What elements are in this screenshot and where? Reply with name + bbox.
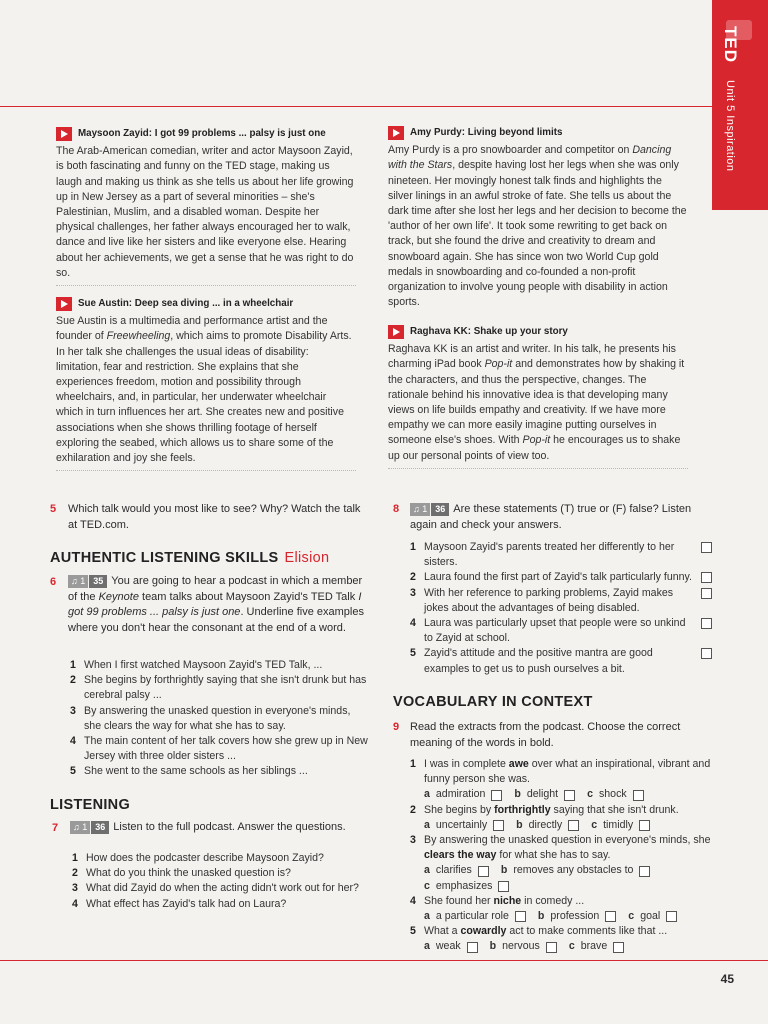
true-false-checkbox[interactable] [701, 618, 712, 629]
answer-checkbox[interactable] [605, 911, 616, 922]
answer-options: a clarifies b removes any obstacles to [424, 863, 720, 878]
answer-checkbox[interactable] [613, 942, 624, 953]
exercise-7-instruction: ♫ 1 36 Listen to the full podcast. Answer the questions. [70, 820, 350, 836]
exercise-9-instruction: Read the extracts from the podcast. Choose the correct meaning of the words in bold. [410, 721, 681, 749]
unit-label: Unit 5 Inspiration [724, 80, 736, 172]
ted-brand: TED [721, 26, 740, 63]
answer-checkbox[interactable] [546, 942, 557, 953]
answer-checkbox[interactable] [478, 866, 489, 877]
talk-body: Sue Austin is a multimedia and performance artist and the founder of Freewheeling, which aims to promote Disability Arts. In her talk she challenges the usual ideas of disability: limitation, fear and restriction. She explains that she experiences freedom, motion and possibility through wheelchairs, and, in particular, her underwater wheelchair which in turn influences her art. She creates new and positive associations when she shows thrilling footage of herself exploring the seabed, which allows us to share some of the exhilaration and joy she feels. [56, 315, 352, 465]
cd-icon: ♫ 1 [70, 821, 90, 834]
list-item: 3 By answering the unasked question in everyone's minds, she clears the way for what she has to say. a clarifies b removes any obstacles to c emphasizes [410, 833, 720, 894]
cd-icon: ♫ 1 [68, 575, 88, 588]
talk-amy-purdy [388, 125, 688, 310]
list-item: 4 The main content of her talk covers how she grew up in New Jersey with three older sisters ... [70, 735, 368, 763]
true-false-checkbox[interactable] [701, 542, 712, 553]
answer-checkbox[interactable] [491, 790, 502, 801]
answer-checkbox[interactable] [639, 866, 650, 877]
list-item: 2 Laura found the first part of Zayid's talk particularly funny. [410, 570, 712, 585]
list-item: 3 With her reference to parking problems, Zayid makes jokes about the advantages of being disabled. [410, 586, 712, 616]
list-item: 5 She went to the same schools as her siblings ... [70, 765, 308, 778]
list-item: 3 What did Zayid do when the acting didn't work out for her? [72, 882, 359, 895]
bottom-rule [0, 960, 768, 961]
talk-body: Raghava KK is an artist and writer. In his talk, he presents his charming iPad book Pop-it and demonstrates how by shaking it the characters, and thus the perspective, changes. The rationale behind his innovative idea is that developing many views on life builds empathy and creativity. If we have more empathy we can more easily imagine putting ourselves in someone else's shoes. With Pop-it he encourages us to shake up our personal points of view too. [388, 343, 685, 462]
talk-title: Amy Purdy: Living beyond limits [410, 127, 563, 138]
exercise-6-list [70, 658, 370, 780]
true-false-checkbox[interactable] [701, 572, 712, 583]
answer-checkbox[interactable] [564, 790, 575, 801]
exercise-6-instruction: ♫ 1 35 You are going to hear a podcast in which a member of the Keynote team talks about Maysoon Zayid's TED Talk I got 99 problems ... palsy is just one. Underline five examples where you don't hear the consonant at the end of a word. [68, 575, 364, 634]
talk-raghava [388, 324, 688, 469]
true-false-checkbox[interactable] [701, 588, 712, 599]
section-heading-vocabulary: VOCABULARY IN CONTEXT [393, 694, 593, 710]
exercise-5-instruction: Which talk would you most like to see? Why? Watch the talk at TED.com. [68, 503, 361, 531]
play-icon [388, 325, 404, 339]
exercise-number: 5 [50, 503, 57, 515]
top-rule [0, 106, 712, 107]
play-icon [388, 126, 404, 140]
talk-sue-austin [56, 296, 356, 471]
answer-checkbox[interactable] [666, 911, 677, 922]
section-heading-authentic-listening: AUTHENTIC LISTENING SKILLS Elision [50, 550, 330, 566]
talk-title: Maysoon Zayid: I got 99 problems ... palsy is just one [78, 128, 326, 139]
talk-title: Raghava KK: Shake up your story [410, 326, 568, 337]
answer-options: a admiration b delight c shock [424, 787, 720, 802]
talk-body: The Arab-American comedian, writer and actor Maysoon Zayid, is both fascinating and funny on the TED stage, making us laugh and making us think as she tells us about her life growing up in New Jersey as a part of several minorities – she's Palestinian, Muslim, and a disabled woman. Despite her physical challenges, her father always encouraged her to walk, dance and live like her sisters and like everyone else. Hearing about her achievements, we get a sense that he was right to do so. [56, 145, 354, 279]
list-item: 4 Laura was particularly upset that people were so unkind to Zayid at school. [410, 616, 712, 646]
answer-checkbox[interactable] [493, 820, 504, 831]
exercise-8-instruction: ♫ 1 36 Are these statements (T) true or (F) false? Listen again and check your answers. [410, 503, 692, 531]
answer-checkbox[interactable] [498, 881, 509, 892]
list-item: 2 She begins by forthrightly saying that she isn't drunk but has cerebral palsy ... [70, 674, 367, 702]
exercise-8-list [410, 540, 712, 677]
audio-track-badge[interactable]: ♫ 1 36 [410, 503, 449, 516]
answer-options: c emphasizes [424, 879, 720, 894]
page-number: 45 [720, 972, 734, 986]
list-item: 1 I was in complete awe over what an inspirational, vibrant and funny person she was. a admiration b delight c shock [410, 757, 720, 803]
unit-side-tab [712, 0, 768, 210]
section-subheading: Elision [284, 550, 330, 566]
play-icon [56, 127, 72, 141]
answer-checkbox[interactable] [568, 820, 579, 831]
list-item: 2 She begins by forthrightly saying that she isn't drunk. a uncertainly b directly c timidly [410, 803, 720, 833]
list-item: 5 Zayid's attitude and the positive mantra are good examples to get us to push ourselves a bit. [410, 646, 712, 676]
answer-checkbox[interactable] [515, 911, 526, 922]
exercise-number: 7 [52, 822, 59, 834]
exercise-7-list [72, 851, 362, 912]
list-item: 5 What a cowardly act to make comments like that ... a weak b nervous c brave [410, 924, 720, 954]
answer-options: a uncertainly b directly c timidly [424, 818, 720, 833]
list-item: 3 By answering the unasked question in everyone's minds, she clears the way for what she has to say. [70, 704, 351, 732]
answer-options: a a particular role b profession c goal [424, 909, 720, 924]
exercise-9-list [410, 757, 720, 955]
true-false-checkbox[interactable] [701, 648, 712, 659]
exercise-number: 6 [50, 576, 57, 588]
list-item: 4 She found her niche in comedy ... a a particular role b profession c goal [410, 894, 720, 924]
list-item: 4 What effect has Zayid's talk had on Laura? [72, 897, 287, 910]
talk-title: Sue Austin: Deep sea diving ... in a wheelchair [78, 298, 294, 309]
cd-icon: ♫ 1 [410, 503, 430, 516]
list-item: 2 What do you think the unasked question is? [72, 867, 291, 880]
play-icon [56, 297, 72, 311]
audio-track-badge[interactable]: ♫ 1 36 [70, 821, 109, 834]
list-item: 1 Maysoon Zayid's parents treated her differently to her sisters. [410, 540, 712, 570]
talk-maysoon [56, 126, 356, 286]
answer-checkbox[interactable] [467, 942, 478, 953]
section-heading-listening: LISTENING [50, 797, 131, 813]
list-item: 1 How does the podcaster describe Maysoon Zayid? [72, 852, 324, 864]
answer-options: a weak b nervous c brave [424, 939, 720, 954]
answer-checkbox[interactable] [633, 790, 644, 801]
exercise-number: 8 [393, 503, 400, 515]
list-item: 1 When I first watched Maysoon Zayid's TED Talk, ... [70, 659, 323, 671]
answer-checkbox[interactable] [639, 820, 650, 831]
exercise-number: 9 [393, 721, 400, 733]
talk-body: Amy Purdy is a pro snowboarder and competitor on Dancing with the Stars, despite having lost her legs when she was only nineteen. Her movingly honest talk finds and highlights the silver linings in an awful stroke of fate. She tells us about the dark time after she lost her legs and her decision to become the 'author of her own life'. It took some rewriting to get back on track, but she found the drive and creativity to dream and snowboard again. She has since won two World Cup gold medals in snowboarding and co-founded a non-profit organization to involve young people with disability in action sports. [388, 144, 687, 309]
audio-track-badge[interactable]: ♫ 1 35 [68, 575, 107, 588]
